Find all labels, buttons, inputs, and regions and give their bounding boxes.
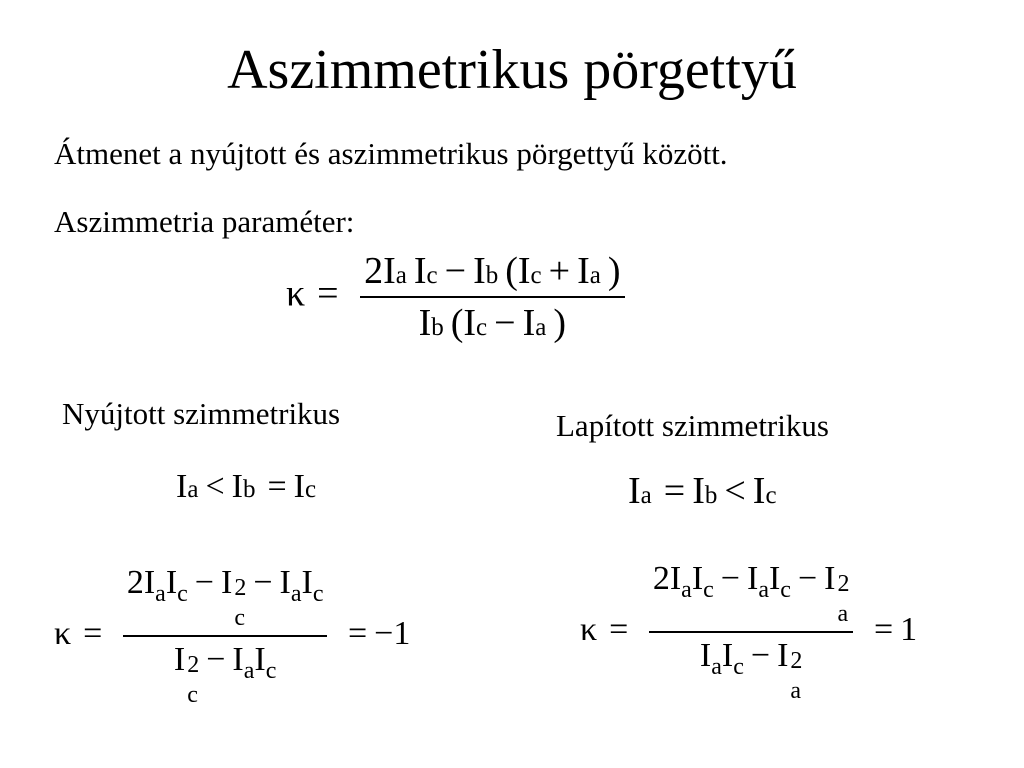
fraction-denominator: Ib (Ic − Ia ) xyxy=(418,302,567,344)
prolate-inequality: Ia < Ib = Ic xyxy=(176,468,317,505)
slide-title: Aszimmetrikus pörgettyű xyxy=(227,39,797,101)
oblate-inequality: Ia = Ib < Ic xyxy=(628,470,777,512)
prolate-fraction: $2I_aI_c - I$ 2 c − $I_aI_c$ I 2 c − $I_aI_c$ xyxy=(123,566,328,706)
fraction-numerator: 2Ia Ic − Ib (Ic + Ia ) xyxy=(364,250,621,292)
asymmetry-parameter-equation: κ = $\frac{\text{2Ia Ic − Ib (Ic + Ia )}}{Ib (Ic - Ia )}$ xyxy=(286,252,625,342)
asymmetry-fraction xyxy=(360,252,624,342)
parameter-label: Aszimmetria paraméter: xyxy=(54,204,355,239)
prolate-kappa-equation: κ = $2I_aI_c - I$ 2 c − $I_aI_c$ I 2 c − $I_aI_c$ = −1 xyxy=(54,564,411,708)
prolate-label: Nyújtott szimmetrikus xyxy=(62,396,341,431)
oblate-label: Lapított szimmetrikus xyxy=(556,408,829,443)
oblate-kappa-equation: κ = $2I_aI_c - I_aI_c - I$ 2 a $I_aI_c - I$ 2 a = 1 xyxy=(580,560,918,704)
oblate-fraction: $2I_aI_c - I_aI_c - I$ 2 a $I_aI_c - I$ 2 a xyxy=(649,562,854,702)
intro-text: Átmenet a nyújtott és aszimmetrikus pörgettyű között. xyxy=(54,136,728,171)
